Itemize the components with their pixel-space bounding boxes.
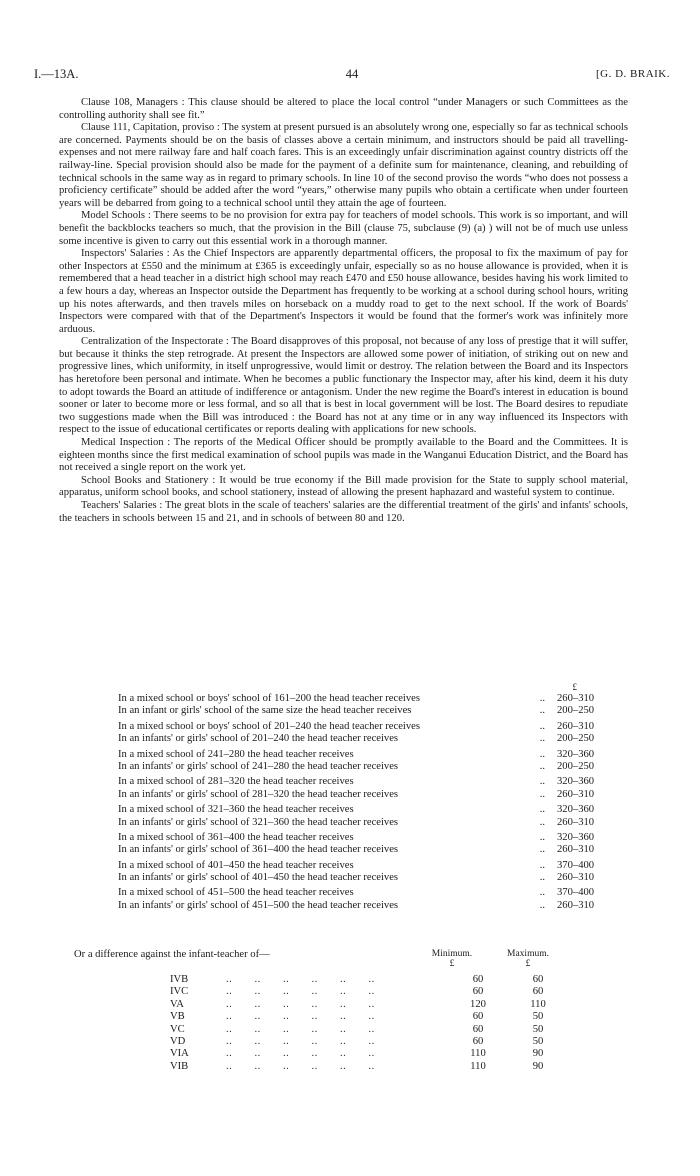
salary-range: 370–400: [557, 859, 595, 871]
class-label: VA: [170, 998, 184, 1010]
salary-range: 200–250: [557, 760, 595, 772]
author-reference: [G. D. BRAIK.: [595, 68, 670, 80]
salary-row-text: In a mixed school of 281–320 the head teacher receives: [118, 776, 354, 788]
paragraph-inspectors-salaries: Inspectors' Salaries : As the Chief Inspectors are apparently departmental officers, the proposal to fix the maximum of pay for other Inspectors at £550 and the minimum at £365 is exceedingly unfair, especially so as no house allowance is provided, when it is remembered that a head teacher in a district high school may reach £470 and £50 house allowance, besides having his work limited to a few hours a day, whereas an Inspector outside the Department has frequently to be working at a school during school hours, writing up his notes afterwards, and then travels miles on horseback on a muddy road to get to the next school. If the work of Boards' Inspectors were compared with that of the Department's Inspectors it would be found that the former's work was infinitely more arduous.: [59, 248, 628, 335]
minimum-header-label: Minimum.: [431, 949, 473, 959]
salary-group: [59, 804, 628, 829]
salary-range: 370–400: [557, 887, 595, 899]
salary-row: [59, 705, 628, 717]
leader-dots: .. .. .. .. .. ..: [226, 1048, 375, 1060]
maximum-value: 50: [532, 1011, 544, 1023]
maximum-value: 50: [532, 1035, 544, 1047]
salary-currency-header: £: [572, 682, 577, 692]
salary-row: [59, 900, 628, 912]
leader-dots: .. .. .. .. .. ..: [226, 1035, 375, 1047]
salary-row: [59, 832, 628, 844]
class-label: VB: [170, 1011, 185, 1023]
salary-row-text: In a mixed school of 401–450 the head teacher receives: [118, 859, 354, 871]
paragraph-capitation: Clause 111, Capitation, proviso : The system at present pursued is an absolutely wrong one, especially so far as technical schools are concerned. Payments should be on the basis of classes above a certain minimum, and instructors should be paid all travelling-expenses and not mere railway fare and half coach fares. This is an exceedingly unfair discrimination against country districts off the railway-line. Special provision should also be made for the payment of a definite sum for maintenance, cleaning, and rebuilding of technical schools in the same way as in regard to primary schools. In line 10 of the second proviso the words “who does not possess a proficiency certificate” should be added after the word “years,” otherwise many pupils who obtain a certificate when under fourteen years will be debarred from going to a technical school until they attain the age of fourteen.: [59, 122, 628, 209]
page-number: 44: [345, 67, 359, 81]
leader-dots: ..: [539, 859, 545, 871]
leader-dots: .. .. .. .. .. ..: [226, 998, 375, 1010]
maximum-value: 50: [532, 1023, 544, 1035]
difference-row: [170, 1061, 568, 1073]
difference-row: [170, 999, 568, 1011]
salary-row: [59, 789, 628, 801]
minimum-value: 60: [472, 1011, 484, 1023]
salary-row: [59, 817, 628, 829]
leader-dots: .. .. .. .. .. ..: [226, 974, 375, 985]
salary-range: 200–250: [557, 733, 595, 745]
salary-row-text: In an infants' or girls' school of 451–500 the head teacher receives: [118, 899, 399, 911]
leader-dots: ..: [539, 872, 545, 884]
salary-row-text: In a mixed school or boys' school of 161–200 the head teacher receives: [118, 693, 420, 704]
minimum-value: 60: [472, 1035, 484, 1047]
salary-range: 260–310: [557, 788, 595, 800]
salary-group: [59, 693, 628, 718]
minimum-value: 60: [472, 974, 484, 985]
salary-row: [59, 761, 628, 773]
difference-row: [170, 1011, 568, 1023]
salary-row-text: In an infant or girls' school of the same size the head teacher receives: [118, 705, 412, 717]
salary-group: [59, 749, 628, 774]
salary-range: 260–310: [557, 872, 595, 884]
maximum-header: [502, 949, 554, 969]
salary-range: 320–360: [557, 804, 595, 816]
minimum-value: 110: [470, 1048, 486, 1060]
salary-row: [59, 872, 628, 884]
leader-dots: ..: [539, 705, 545, 717]
body-text: [59, 97, 628, 525]
salary-row-text: In an infants' or girls' school of 201–240 the head teacher receives: [118, 733, 399, 745]
salary-range: 260–310: [557, 816, 595, 828]
salary-row: [59, 693, 628, 705]
leader-dots: ..: [539, 776, 545, 788]
leader-dots: ..: [539, 816, 545, 828]
leader-dots: ..: [539, 788, 545, 800]
salary-range: 320–360: [557, 831, 595, 843]
page-header: [34, 68, 670, 84]
salary-row: [59, 844, 628, 856]
salary-row-text: In a mixed school of 241–280 the head teacher receives: [118, 748, 354, 760]
salary-row-text: In an infants' or girls' school of 401–450 the head teacher receives: [118, 872, 399, 884]
salary-group: [59, 887, 628, 912]
salary-group: [59, 860, 628, 885]
difference-table: [170, 974, 568, 1073]
leader-dots: ..: [539, 720, 545, 732]
salary-row-text: In a mixed school of 451–500 the head teacher receives: [118, 887, 354, 899]
salary-group: [59, 776, 628, 801]
leader-dots: .. .. .. .. .. ..: [226, 1060, 375, 1072]
salary-row: [59, 721, 628, 733]
class-label: VIB: [170, 1060, 189, 1072]
leader-dots: .. .. .. .. .. ..: [226, 1023, 375, 1035]
maximum-header-label: Maximum.: [507, 949, 549, 959]
salary-row: [59, 776, 628, 788]
minimum-header: [426, 949, 478, 969]
salary-group: [59, 832, 628, 857]
leader-dots: ..: [539, 899, 545, 911]
leader-dots: ..: [539, 887, 545, 899]
salary-range: 260–310: [557, 899, 595, 911]
salary-range: 260–310: [557, 844, 595, 856]
leader-dots: ..: [539, 760, 545, 772]
minimum-value: 60: [472, 1023, 484, 1035]
salary-row: [59, 887, 628, 899]
difference-lead: Or a difference against the infant-teacher of—: [74, 949, 270, 960]
paper-reference: I.—13A.: [34, 67, 79, 81]
leader-dots: ..: [539, 831, 545, 843]
salary-row: [59, 860, 628, 872]
leader-dots: ..: [539, 748, 545, 760]
minimum-value: 60: [472, 986, 484, 998]
salary-range: 200–250: [557, 705, 595, 717]
class-label: VIA: [170, 1048, 189, 1060]
salary-range: 320–360: [557, 776, 595, 788]
maximum-value: 60: [532, 974, 544, 985]
salary-row-text: In a mixed school or boys' school of 201–240 the head teacher receives: [118, 720, 420, 732]
minimum-value: 120: [470, 998, 486, 1010]
salary-range: 260–310: [557, 720, 595, 732]
difference-row: [170, 1048, 568, 1060]
leader-dots: .. .. .. .. .. ..: [226, 1011, 375, 1023]
class-label: IVB: [170, 974, 189, 985]
leader-dots: ..: [539, 733, 545, 745]
paragraph-medical-inspection: Medical Inspection : The reports of the Medical Officer should be promptly available to the Board and the Committees. It is eighteen months since the first medical examination of school pupils was made in the Wanganui Education District, and the Board has not received a single report on the work yet.: [59, 437, 628, 474]
paragraph-school-books: School Books and Stationery : It would be true economy if the Bill made provision for the State to supply school material, apparatus, uniform school books, and school stationery, instead of allowing the present haphazard and wasteful system to continue.: [59, 474, 628, 499]
salary-row-text: In a mixed school of 361–400 the head teacher receives: [118, 831, 354, 843]
class-label: VD: [170, 1035, 186, 1047]
difference-row: [170, 986, 568, 998]
minimum-value: 110: [470, 1060, 486, 1072]
salary-range: 320–360: [557, 748, 595, 760]
maximum-value: 60: [532, 986, 544, 998]
salary-table: [59, 682, 628, 915]
maximum-value: 90: [532, 1048, 544, 1060]
difference-row: [170, 974, 568, 986]
salary-row-text: In a mixed school of 321–360 the head teacher receives: [118, 804, 354, 816]
minimum-currency: £: [449, 959, 455, 969]
leader-dots: ..: [539, 693, 545, 704]
salary-group: [59, 721, 628, 746]
difference-row: [170, 1036, 568, 1048]
salary-row-text: In an infants' or girls' school of 281–320 the head teacher receives: [118, 788, 399, 800]
maximum-currency: £: [525, 959, 531, 969]
maximum-value: 90: [532, 1060, 544, 1072]
salary-row-text: In an infants' or girls' school of 241–280 the head teacher receives: [118, 760, 399, 772]
salary-row-text: In an infants' or girls' school of 321–360 the head teacher receives: [118, 816, 399, 828]
class-label: IVC: [170, 986, 189, 998]
paragraph-model-schools: Model Schools : There seems to be no provision for extra pay for teachers of model schools. This work is so important, and will benefit the backblocks teachers so much, that the provision in the Bill (clause 75, subclause (9) (a) ) will not be of much use unless some incentive is given to carry out this essential work in a thorough manner.: [59, 210, 628, 247]
leader-dots: ..: [539, 844, 545, 856]
difference-row: [170, 1024, 568, 1036]
paragraph-managers: Clause 108, Managers : This clause should be altered to place the local control “under Managers or such Committees as the controlling authority shall see fit.”: [59, 97, 628, 121]
salary-row-text: In an infants' or girls' school of 361–400 the head teacher receives: [118, 844, 399, 856]
paragraph-centralization: Centralization of the Inspectorate : The Board disapproves of this proposal, not because of any loss of prestige that it will suffer, but because it thinks the step retrograde. At present the Inspectors are allowed some power of initiation, of striking out on new and progressive lines, which uniformity, in itself unprogressive, would limit or destroy. The relation between the Board and its Inspectors has heretofore been personal and intimate. When he becomes a public functionary the Inspector may, after his kind, deem it his duty to adopt towards the Board an attitude of indifference or antagonism. Under the new regime the Board's interest in education is bound sooner or later to become more or less formal, and so all that is best in local government will be lost. The Board desires to repudiate two suggestions made when the Bill was introduced : the Board has not at any time or in any way influenced its Inspectors with respect to the issue of educational certificates or reports dealing with applications for new schools.: [59, 336, 628, 436]
salary-row: [59, 804, 628, 816]
salary-row: [59, 733, 628, 745]
leader-dots: ..: [539, 804, 545, 816]
salary-range: 260–310: [557, 693, 595, 704]
paragraph-teachers-salaries: Teachers' Salaries : The great blots in the scale of teachers' salaries are the differential treatment of the girls' and infants' schools, the teachers in schools between 15 and 21, and in schools of between 80 and 120.: [59, 500, 628, 524]
maximum-value: 110: [530, 998, 546, 1010]
salary-row: [59, 749, 628, 761]
leader-dots: .. .. .. .. .. ..: [226, 986, 375, 998]
class-label: VC: [170, 1023, 185, 1035]
